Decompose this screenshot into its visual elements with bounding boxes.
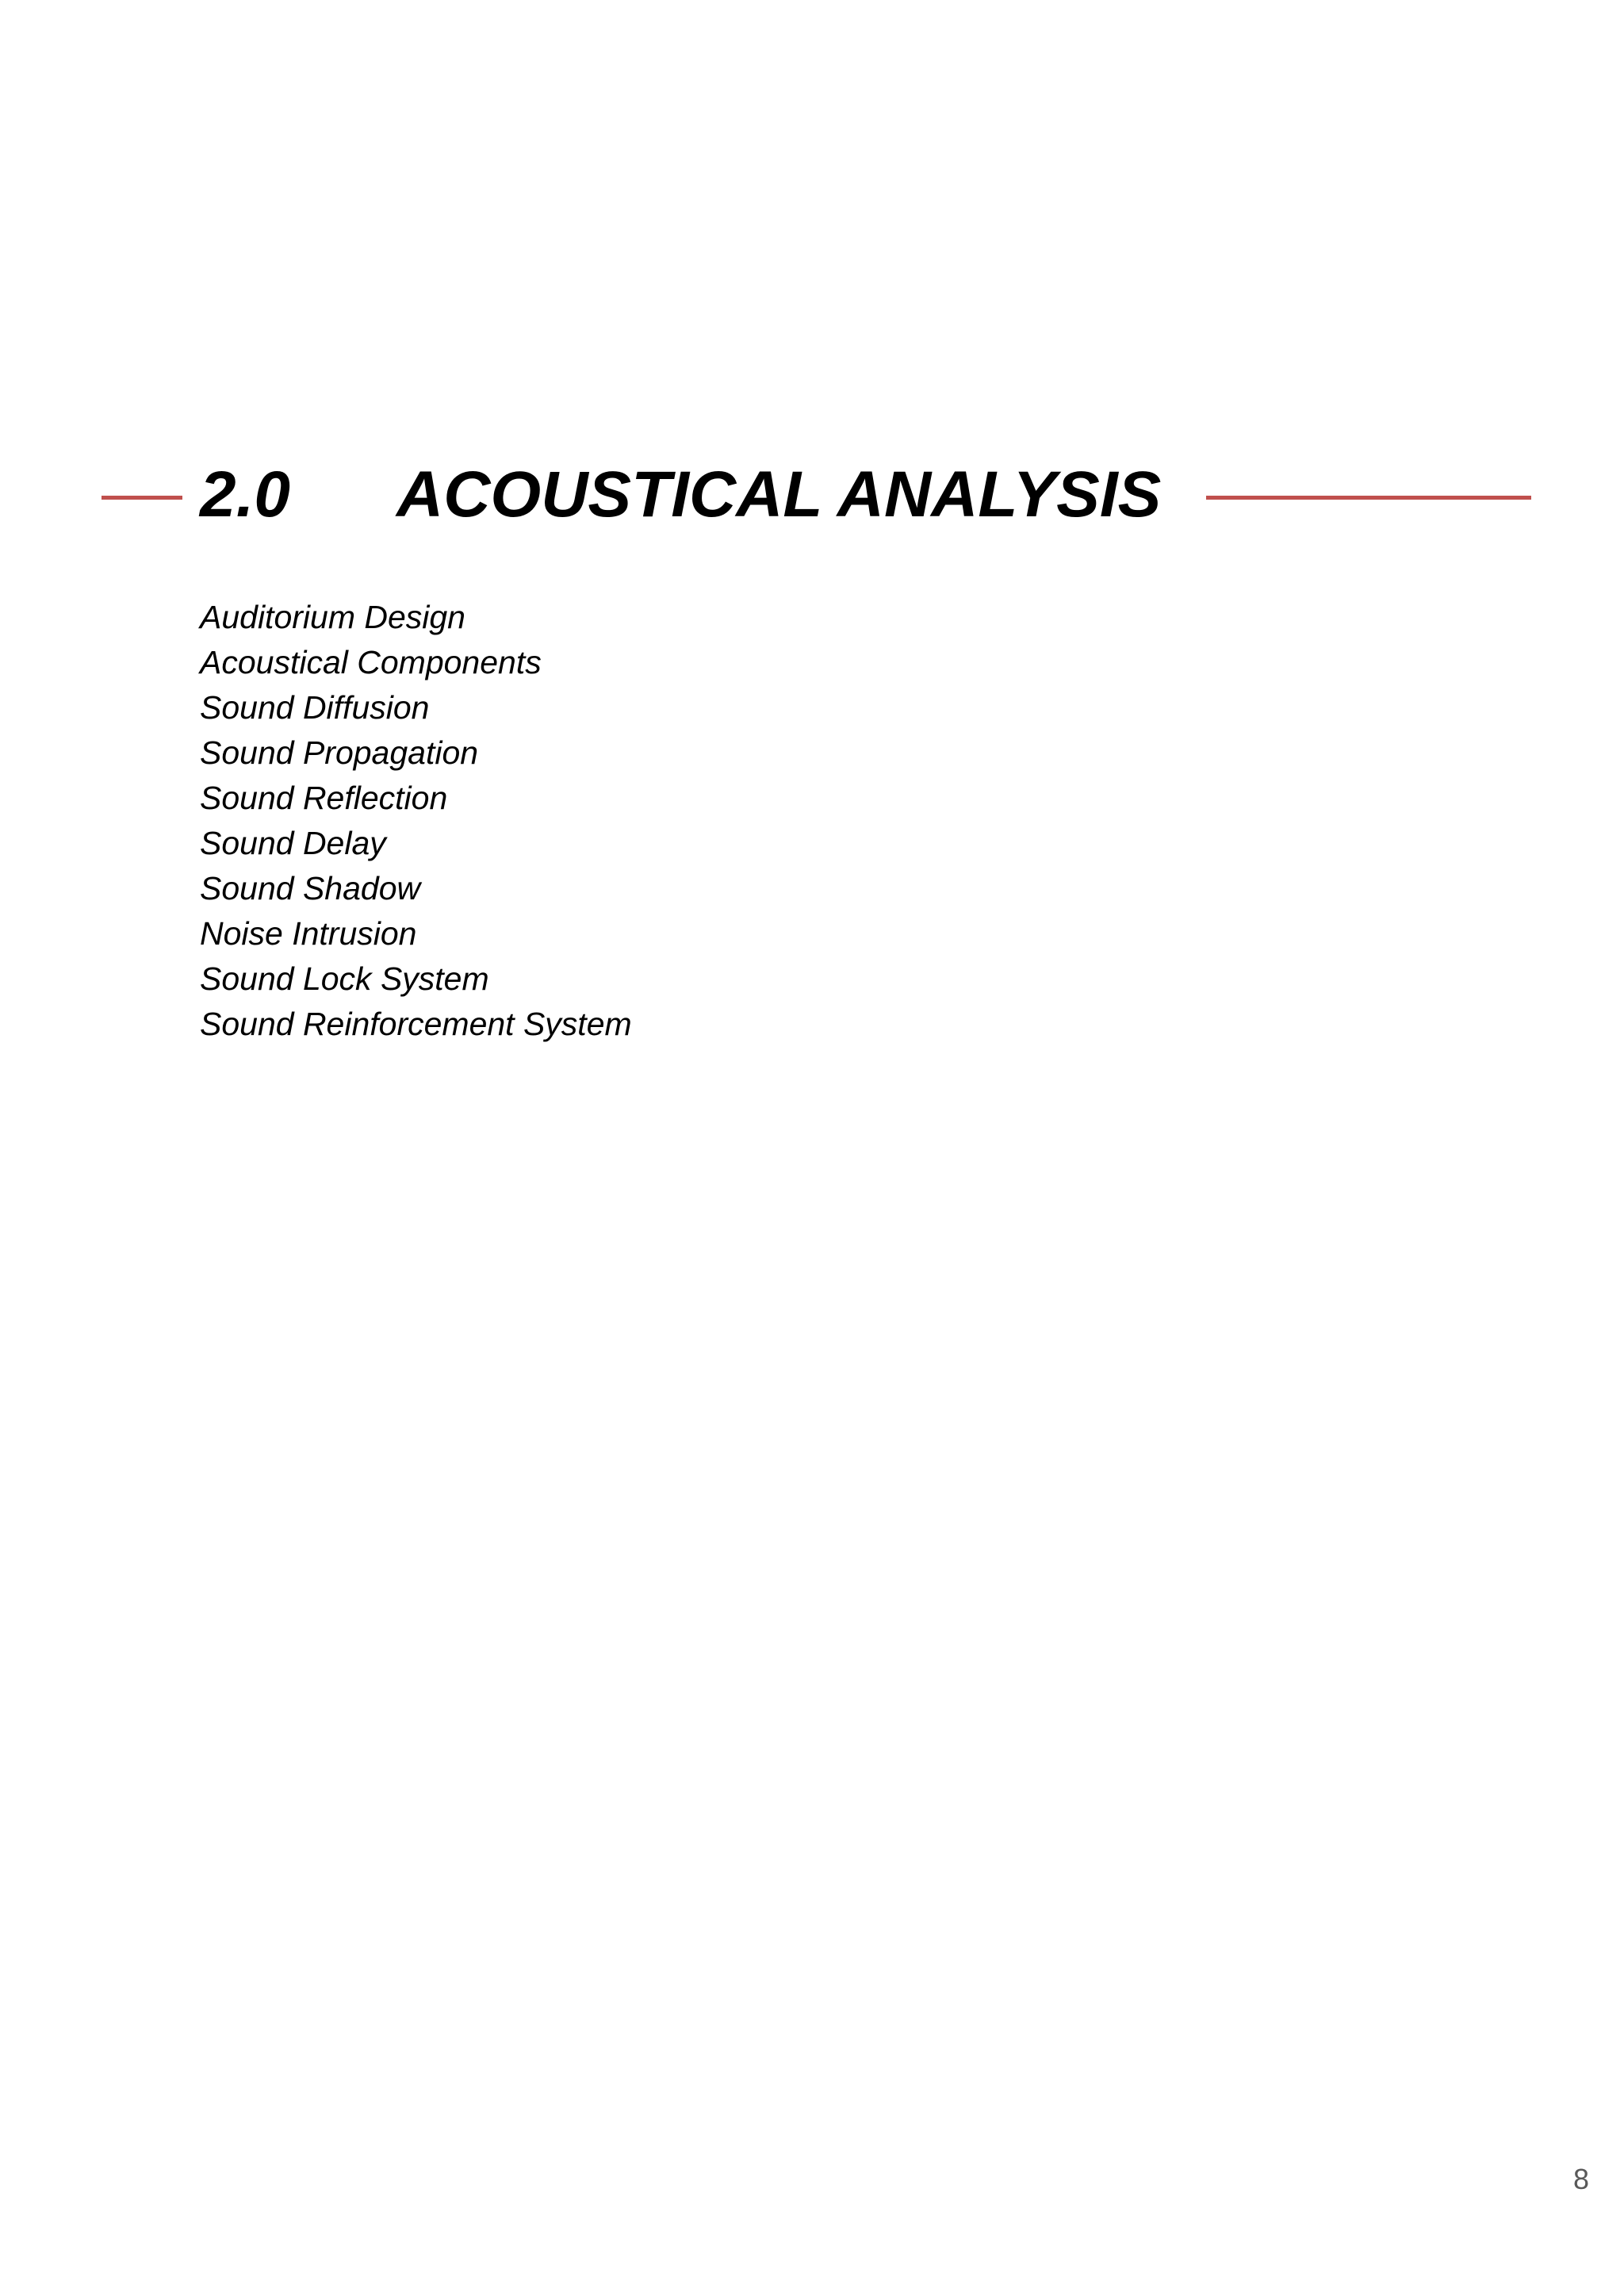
topic-item: Sound Propagation (200, 734, 479, 771)
section-number: 2.0 (200, 458, 290, 531)
topic-item: Sound Reflection (200, 780, 448, 816)
topic-item: Sound Delay (200, 825, 386, 861)
topic-item: Sound Shadow (200, 870, 421, 907)
topic-list (200, 595, 632, 1047)
topic-item: Noise Intrusion (200, 915, 417, 952)
section-title: ACOUSTICAL ANALYSIS (396, 458, 1162, 531)
topic-item: Sound Diffusion (200, 689, 430, 726)
topic-item: Acoustical Components (200, 644, 542, 680)
topic-item: Sound Reinforcement System (200, 1006, 632, 1042)
heading-rule-right (1206, 496, 1531, 500)
topic-item: Auditorium Design (200, 599, 465, 635)
topic-item: Sound Lock System (200, 960, 489, 997)
heading-rule-left (102, 496, 182, 500)
page-number: 8 (1572, 2163, 1589, 2195)
